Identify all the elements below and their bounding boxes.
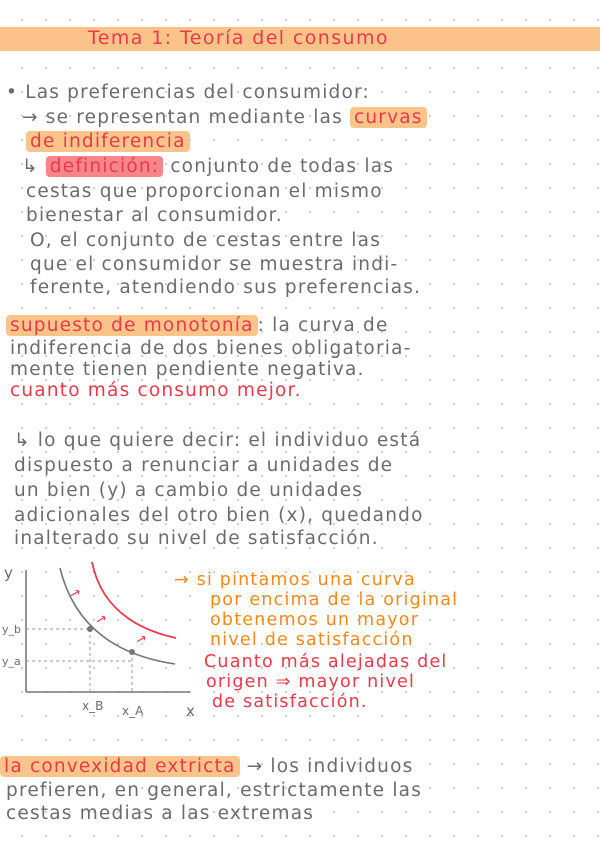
graph-note-2: por encima de la original [210, 590, 459, 610]
preferences-line-1: • Las preferencias del consumidor: [6, 82, 370, 103]
convexidad-line-3: cestas medias a las extremas [6, 803, 315, 824]
graph-note-3: obtenemos un mayor [210, 610, 420, 630]
preferences-line-3 [26, 131, 190, 152]
convexidad-text-1: → los individuos [239, 756, 414, 777]
monotonia-line-3: mente tienen pendiente negativa. [10, 359, 365, 380]
yb-label: y_b [2, 623, 21, 636]
definition-line-5: que el consumidor se muestra indi- [30, 254, 399, 275]
monotonia-text-1: : la curva de [257, 315, 389, 336]
graph-note-5: Cuanto más alejadas del [204, 652, 448, 672]
renuncia-line-4: adicionales del otro bien (x), quedando [14, 505, 424, 526]
graph-note-4: nivel de satisfacción [210, 630, 414, 650]
graph-note-1: → si pintamos una curva [174, 570, 416, 590]
xa-label: x_A [122, 704, 144, 718]
original-indifference-curve [60, 568, 175, 664]
definition-line-1 [22, 156, 394, 177]
definition-label: definición: [46, 156, 163, 177]
graph-note-7: de satisfacción. [212, 692, 368, 712]
shift-arrow-1: → [67, 584, 84, 603]
point-b [87, 626, 93, 632]
y-axis-label: y [4, 564, 13, 582]
convexidad-label: la convexidad extricta [0, 756, 240, 777]
definition-line-2: cestas que proporcionan el mismo [26, 181, 383, 202]
higher-indifference-curve [92, 562, 176, 638]
curvas-highlight: curvas [350, 107, 427, 128]
renuncia-line-5: inalterado su nivel de satisfacción. [14, 528, 379, 549]
graph-note-6: origen ⇒ mayor nivel [206, 672, 416, 692]
xb-label: x_B [82, 699, 104, 713]
renuncia-line-2: dispuesto a renunciar a unidades de [14, 455, 394, 476]
monotonia-label: supuesto de monotonía [6, 315, 258, 336]
shift-arrow-2: → [93, 610, 110, 629]
definition-text-1: conjunto de todas las [163, 156, 395, 177]
monotonia-line-4: cuanto más consumo mejor. [10, 380, 302, 401]
monotonia-line-1 [6, 315, 389, 336]
definition-arrow: ↳ [22, 156, 46, 177]
renuncia-line-1: ↳ lo que quiere decir: el individuo está [14, 430, 422, 451]
shift-arrow-3: → [133, 630, 150, 649]
renuncia-line-3: un bien (y) a cambio de unidades [14, 480, 364, 501]
definition-line-3: bienestar al consumidor. [26, 205, 283, 226]
preferences-line-2 [22, 107, 427, 128]
monotonia-line-2: indiferencia de dos bienes obligatoria- [10, 338, 412, 359]
definition-line-4: O, el conjunto de cestas entre las [30, 230, 382, 251]
definition-line-6: ferente, atendiendo sus preferencias. [30, 277, 422, 298]
convexidad-line-1 [0, 756, 413, 777]
preferences-line-2-text: → se representan mediante las [22, 107, 350, 128]
convexidad-line-2: prefieren, en general, estrictamente las [6, 780, 423, 801]
indiferencia-highlight: de indiferencia [26, 131, 190, 152]
point-a [129, 649, 135, 655]
ya-label: y_a [2, 655, 21, 668]
x-axis-label: x [186, 702, 195, 720]
page-title: Tema 1: Teoría del consumo [88, 27, 389, 49]
